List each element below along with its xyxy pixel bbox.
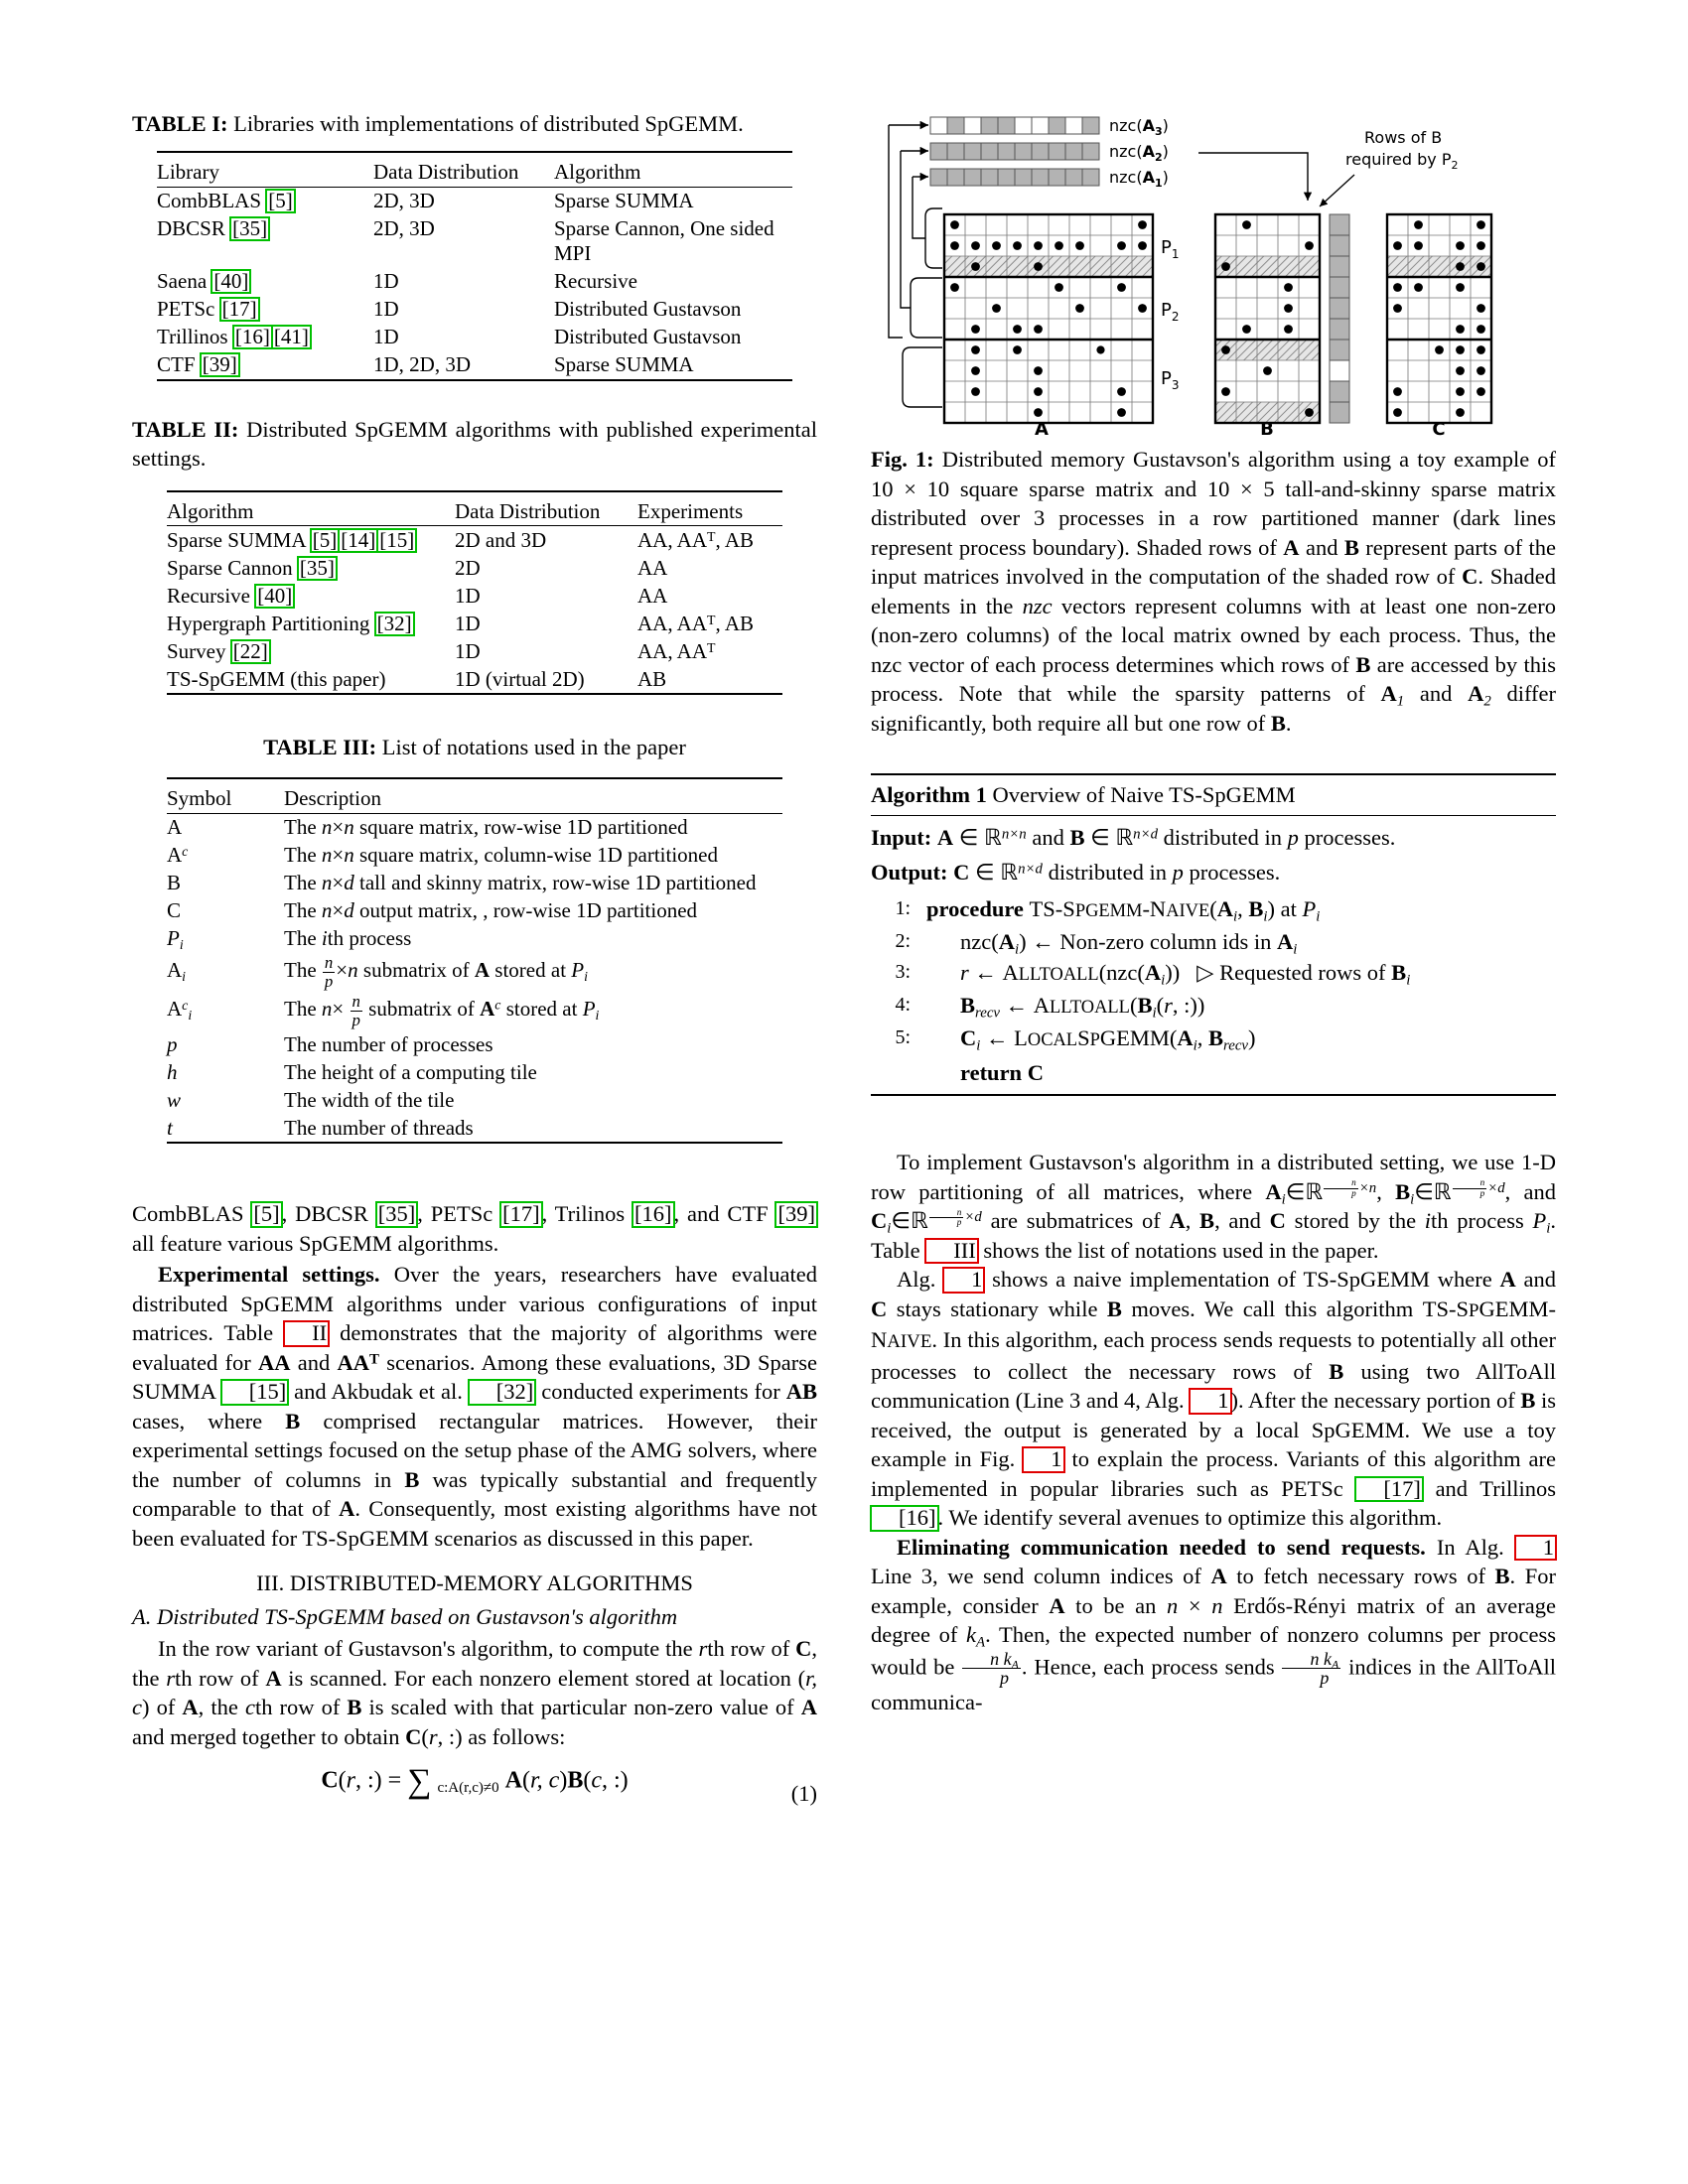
- table-row: [157, 187, 792, 215]
- citation-15[interactable]: [15]: [379, 527, 415, 552]
- table-row: [167, 925, 782, 953]
- table-3-block: [132, 733, 817, 1144]
- paragraph-1d-row-partitioning: To implement Gustavson's algorithm in a distributed setting, we use 1-D row partitioning of all matrices, where $A_i\in ℝ$ $^{\frac{n}{p} \times n}$, $B_i\in ℝ$ $^{\frac{n}{p} \times d}$, and $C_i\in ℝ$ $^{\frac{n}{p} \times d}$ are submatrices of A, B, and C stored by the ith process $P_i$. Table III shows the list of notations used in the paper.: [871, 1150, 1557, 1263]
- process-label-p3: $P_3$: [1161, 368, 1180, 392]
- algorithm-name: TS-SpGEMM (this paper): [167, 666, 386, 691]
- equation-number: (1): [790, 1781, 817, 1806]
- process-label-p1: $P_1$: [1161, 237, 1180, 261]
- matrix-b: [1215, 214, 1320, 437]
- table-row: [167, 897, 782, 925]
- table-row: [167, 1030, 782, 1058]
- paragraph-gustavson-row-variant: In the row variant of Gustavson's algorithm, to compute the rth row of C, the rth row of A is scanned. For each nonzero element stored at location (r, c) of A, the cth row of B is scaled with that particular non-zero value of A and merged together to obtain C(r, :) as follows:: [132, 1636, 817, 1749]
- data-distribution: 1D: [373, 297, 399, 321]
- citation-35[interactable]: [35]: [232, 216, 268, 240]
- nzc-label-a1: $nzc(A_1)$: [1109, 168, 1169, 190]
- algorithm-name: Sparse Cannon: [167, 555, 293, 580]
- citation-17[interactable]: [17]: [1356, 1478, 1422, 1501]
- table-2-caption-text: Distributed SpGEMM algorithms with published experimental settings.: [132, 416, 817, 471]
- citation-35[interactable]: [35]: [299, 555, 335, 580]
- nzc-vector-a1: [930, 169, 1099, 186]
- data-distribution: 1D: [455, 611, 481, 635]
- algorithm-line-1: 1: procedure $TS-SPGEMM-NAIVE(A_i$, $B_i$) at $P_i$: [895, 896, 1321, 925]
- table-3-col-symbol: Symbol: [167, 786, 232, 810]
- paragraph-lead: Eliminating communication needed to send requests.: [897, 1534, 1426, 1560]
- algorithm-1-label: Algorithm 1: [871, 782, 987, 807]
- table-2-col-exp: Experiments: [637, 498, 744, 523]
- table-row: [167, 665, 782, 694]
- algorithm-name: Distributed Gustavson: [554, 325, 742, 348]
- table-row: [167, 526, 782, 555]
- symbol-description: The n×d tall and skinny matrix, row-wise 1D partitioned: [284, 871, 757, 894]
- library-name: DBCSR: [157, 216, 225, 240]
- b-required-vector: [1330, 214, 1349, 423]
- table-1-block: [132, 109, 817, 381]
- symbol: t: [167, 1114, 284, 1143]
- table-1-caption: [132, 109, 817, 138]
- citation-16[interactable]: [16]: [234, 325, 270, 348]
- paragraph-naive-implementation: Alg. 1 shows a naive implementation of TS-SpGEMM where A and C stays stationary while B moves. We call this algorithm TS-SPGEMM-NAIVE. In this algorithm, each process sends requests to potentially all other processes to collect the necessary rows of B using two AllToAll communication (Line 3 and 4, Alg. 1). After the necessary portion of B is received, the output is generated by a local SpGEMM. We use a toy example in Fig. 1 to explain the process. Variants of this algorithm are implemented in popular libraries such as PETSc [17] and Trillinos [16]. We identify several avenues to optimize this algorithm.: [871, 1267, 1557, 1530]
- figure-1-caption: Fig. 1: Distributed memory Gustavson's algorithm using a toy example of 10 × 10 square sparse matrix and 10 × 5 tall-and-skinny sparse matrix distributed over 3 processes in a row partitioned manner (dark lines represent process boundary). Shaded rows of A and B represent parts of the input matrices involved in the computation of the shaded row of C. Shaded elements in the nzc vectors represent columns with at least one non-zero (non-zero columns) of the local matrix owned by each process. Thus, the nzc vector of each process determines which rows of B are accessed by this process. Note that while the sparsity patterns of $A_1$ and $A_2$ differ significantly, both require all but one row of B.: [871, 447, 1557, 736]
- paragraph-libraries: CombBLAS [5], DBCSR [35], PETSc [17], Trilinos [16], and CTF [39] all feature various SpGEMM algorithms.: [132, 1201, 815, 1256]
- citation-41[interactable]: [41]: [273, 325, 309, 348]
- algorithm-name: Sparse SUMMA: [554, 189, 694, 212]
- callout-pointer: [1320, 175, 1354, 206]
- ref-algorithm-1[interactable]: 1: [944, 1269, 983, 1292]
- paragraph-experimental-settings: Experimental settings. Over the years, researchers have evaluated distributed SpGEMM algorithms under various configurations of input matrices. Table II demonstrates that the majority of algorithms were evaluated for AA and $AA^T$ scenarios. Among these evaluations, 3D Sparse SUMMA [15] and Akbudak et al. [32] conducted experiments for AB cases, where B comprised rectangular matrices. However, their experimental settings focused on the setup phase of the AMG solvers, where the number of columns in B was typically substantial and frequently comparable to that of A. Consequently, most existing algorithms have not been evaluated for TS-SpGEMM scenarios as discussed in this paper.: [132, 1262, 817, 1551]
- nzc-a2-to-brequired: [1198, 153, 1308, 201]
- library-name: CTF: [157, 352, 196, 376]
- experiments: AA: [637, 555, 668, 580]
- table-1-caption-label: TABLE I:: [132, 111, 228, 136]
- ref-algorithm-1[interactable]: 1: [1191, 1390, 1229, 1413]
- experiments: AA, $AA^T$, AB: [637, 527, 754, 552]
- ref-table-2[interactable]: II: [285, 1322, 328, 1345]
- algorithm-name: Hypergraph Partitioning: [167, 611, 370, 635]
- matrix-label-c: C: [1432, 419, 1446, 437]
- data-distribution: 2D, 3D: [373, 216, 435, 240]
- algorithm-return-line: return C: [960, 1060, 1044, 1085]
- table-row: [157, 351, 792, 380]
- data-distribution: 1D: [455, 583, 481, 608]
- citation-15[interactable]: [15]: [222, 1381, 288, 1404]
- symbol: $P_i$: [167, 926, 184, 953]
- table-row: [157, 215, 792, 268]
- citation-32[interactable]: [32]: [376, 611, 412, 635]
- citation-40[interactable]: [40]: [257, 583, 293, 608]
- matrix-label-b: B: [1260, 419, 1274, 437]
- ref-table-3[interactable]: III: [926, 1240, 976, 1263]
- citation-22[interactable]: [22]: [232, 638, 268, 663]
- algorithm-name: Distributed Gustavson: [554, 297, 742, 321]
- experiments: AB: [637, 666, 667, 691]
- citation-40[interactable]: [40]: [213, 269, 249, 293]
- paragraph-eliminating-communication: Eliminating communication needed to send requests. In Alg. 1 Line 3, we send column indices of A to fetch necessary rows of B. For example, consider A to be an n × n Erdős-Rényi matrix of an average degree of $k_A$. Then, the expected number of nonzero columns per process would be $\frac{n k_A}{p}$ . Hence, each process sends $\frac{n k_A}{p}$ indices in the AllToAll communica-: [871, 1534, 1556, 1715]
- data-distribution: 1D: [373, 325, 399, 348]
- table-row: [167, 953, 782, 992]
- experiments: AA: [637, 583, 668, 608]
- algorithm-line-4: 4: $B_{recv}$ ← $ALLTOALL(B_i(r$, :)): [895, 993, 1205, 1022]
- data-distribution: 2D, 3D: [373, 189, 435, 212]
- library-name: CombBLAS: [157, 189, 262, 212]
- left-body-text: [132, 1199, 817, 1806]
- algorithm-name: Recursive: [167, 583, 250, 608]
- left-column: [132, 109, 817, 1806]
- table-2-caption-label: TABLE II:: [132, 416, 239, 442]
- figure-1-label: Fig. 1:: [871, 447, 934, 472]
- symbol-description: The n×d output matrix, , row-wise 1D partitioned: [284, 898, 698, 922]
- table-row: [157, 296, 792, 324]
- symbol-description: The height of a computing tile: [284, 1059, 537, 1084]
- table-1-col-algo: Algorithm: [554, 160, 641, 184]
- citation-32[interactable]: [32]: [470, 1381, 535, 1404]
- citation-5[interactable]: [5]: [253, 1201, 280, 1226]
- right-column: [871, 109, 1556, 1717]
- table-row: [167, 842, 782, 870]
- paragraph-lead: Experimental settings.: [158, 1262, 380, 1287]
- table-1: [157, 151, 792, 381]
- summation-symbol: ∑ c:A(r,c)≠0: [407, 1763, 499, 1800]
- algorithm-1-lines: [871, 893, 1556, 1055]
- citation-17[interactable]: [17]: [221, 297, 257, 321]
- algorithm-1-input: Input: A ∈ ℝ$^{n\times n}$ and B ∈ ℝ$^{n\times d}$ distributed in p processes.: [871, 825, 1396, 850]
- citation-5[interactable]: [5]: [268, 189, 293, 212]
- nzc-vector-a2: [930, 143, 1099, 160]
- callout-line-2: required by $P_2$: [1345, 150, 1459, 172]
- citation-5[interactable]: [5]: [312, 527, 338, 552]
- nzc-label-a3: $nzc(A_3)$: [1109, 116, 1169, 138]
- ref-algorithm-1[interactable]: 1: [1516, 1537, 1555, 1560]
- table-row: [167, 1114, 782, 1143]
- table-2-col-dist: Data Distribution: [455, 498, 601, 523]
- table-2-header-row: [167, 491, 782, 526]
- table-row: [167, 1086, 782, 1114]
- table-1-col-dist: Data Distribution: [373, 160, 519, 184]
- symbol-description: The $\frac{n}{p}$ ×n submatrix of A stored at $P_i$: [284, 953, 588, 991]
- symbol-description: The n×n square matrix, row-wise 1D partitioned: [284, 813, 782, 842]
- table-row: [167, 610, 782, 637]
- symbol-description: The number of processes: [284, 1031, 493, 1056]
- matrix-c: [1387, 214, 1491, 437]
- citation-39[interactable]: [39]: [777, 1201, 815, 1226]
- table-row: [167, 582, 782, 610]
- symbol: $A^c_i$: [167, 997, 193, 1024]
- figure-1-graphic: [871, 109, 1556, 437]
- table-row: [167, 992, 782, 1030]
- ref-figure-1[interactable]: 1: [1024, 1448, 1062, 1471]
- algorithm-1-title-text: Overview of Naive TS-SpGEMM: [992, 782, 1296, 807]
- summation-condition: c:A(r,c)≠0: [437, 1780, 499, 1796]
- table-row: [157, 268, 792, 296]
- symbol-description: The width of the tile: [284, 1087, 455, 1112]
- table-1-col-library: Library: [157, 160, 219, 184]
- table-row: [167, 1058, 782, 1086]
- table-row: [167, 870, 782, 897]
- nzc-connectors: [889, 125, 942, 407]
- experiments: AA, $AA^T$, AB: [637, 611, 754, 635]
- symbol-description: The n×n square matrix, column-wise 1D partitioned: [284, 843, 718, 867]
- section-number: III.: [256, 1570, 285, 1595]
- table-2-caption: [132, 415, 817, 473]
- right-body-text: [871, 1148, 1556, 1717]
- figure-1-svg: [871, 109, 1556, 437]
- symbol: C: [167, 898, 182, 922]
- library-name: PETSc: [157, 297, 215, 321]
- data-distribution: 2D and 3D: [455, 527, 547, 552]
- algorithm-name: Sparse SUMMA: [167, 527, 306, 552]
- table-2-block: [132, 415, 817, 696]
- table-3-caption: [132, 733, 817, 761]
- algorithm-name: Sparse SUMMA: [554, 352, 694, 376]
- citation-16[interactable]: [16]: [872, 1507, 937, 1530]
- data-distribution: 2D: [455, 555, 481, 580]
- table-3-caption-label: TABLE III:: [263, 735, 377, 759]
- experiments: AA, $AA^T$: [637, 638, 716, 663]
- matrix-label-a: A: [1035, 419, 1049, 437]
- matrix-a: [944, 214, 1180, 437]
- symbol-description: The number of threads: [284, 1114, 782, 1143]
- subsection-heading-a: A. Distributed TS-SpGEMM based on Gustavson's algorithm: [132, 1604, 678, 1629]
- table-1-caption-text: Libraries with implementations of distributed SpGEMM.: [233, 111, 744, 136]
- symbol-description: The ith process: [284, 926, 412, 950]
- section-heading-3: [132, 1570, 817, 1596]
- citation-39[interactable]: [39]: [202, 352, 237, 376]
- equation-1: C(r, :) = ∑ c:A(r,c)≠0 A(r, c)B(c, :) (1): [321, 1763, 817, 1806]
- table-row: [167, 554, 782, 582]
- symbol-description: The n× $\frac{n}{p}$ submatrix of $A^c$ stored at $P_i$: [284, 992, 600, 1029]
- table-row: [157, 324, 792, 351]
- table-3: [167, 777, 782, 1144]
- table-3-col-desc: Description: [284, 786, 381, 810]
- symbol: B: [167, 871, 182, 894]
- table-row: [167, 813, 782, 842]
- data-distribution: 1D: [455, 638, 481, 663]
- algorithm-line-2: 2: $nzc(A_i)$ ← Non-zero column ids in $A_i$: [895, 929, 1298, 958]
- algorithm-name: Sparse Cannon, One sided MPI: [554, 216, 774, 265]
- algorithm-1-title: [871, 775, 1556, 815]
- table-1-header-row: [157, 152, 792, 187]
- table-2: [167, 490, 782, 696]
- symbol: A: [167, 813, 284, 842]
- process-label-p2: $P_2$: [1161, 300, 1180, 324]
- algorithm-name: Survey: [167, 638, 226, 663]
- citation-35[interactable]: [35]: [377, 1201, 416, 1226]
- callout-line-1: Rows of B: [1364, 128, 1443, 147]
- data-distribution: 1D (virtual 2D): [455, 666, 585, 691]
- citation-17[interactable]: [17]: [502, 1201, 540, 1226]
- citation-14[interactable]: [14]: [341, 527, 376, 552]
- algorithm-line-5: 5: $C_i$ ← $LOCALSPGEMM(A_i$, $B_{recv}$): [895, 1025, 1256, 1054]
- symbol: $A_i$: [167, 957, 187, 985]
- data-distribution: 1D: [373, 269, 399, 293]
- section-title: DISTRIBUTED-MEMORY ALGORITHMS: [289, 1570, 693, 1595]
- symbol: p: [167, 1031, 178, 1056]
- algorithm-name: Recursive: [554, 269, 637, 293]
- library-name: Trillinos: [157, 325, 228, 348]
- nzc-vector-a3: [930, 117, 1099, 134]
- algorithm-1-output: Output: C ∈ ℝ$^{n\times d}$ distributed in p processes.: [871, 860, 1281, 885]
- algorithm-1-block: [871, 773, 1556, 1096]
- symbol: h: [167, 1059, 178, 1084]
- symbol: w: [167, 1087, 182, 1112]
- table-3-header-row: [167, 778, 782, 813]
- nzc-label-a2: $nzc(A_2)$: [1109, 142, 1169, 164]
- library-name: Saena: [157, 269, 208, 293]
- data-distribution: 1D, 2D, 3D: [373, 352, 471, 376]
- citation-16[interactable]: [16]: [634, 1201, 672, 1226]
- symbol: $A^c$: [167, 843, 189, 867]
- table-row: [167, 637, 782, 665]
- algorithm-line-3: 3: r ← $ALLTOALL(nzc(A_i))$ ▷ Requested rows of $B_i$: [895, 960, 1411, 989]
- table-2-col-algo: Algorithm: [167, 498, 254, 523]
- table-3-caption-text: List of notations used in the paper: [381, 735, 686, 759]
